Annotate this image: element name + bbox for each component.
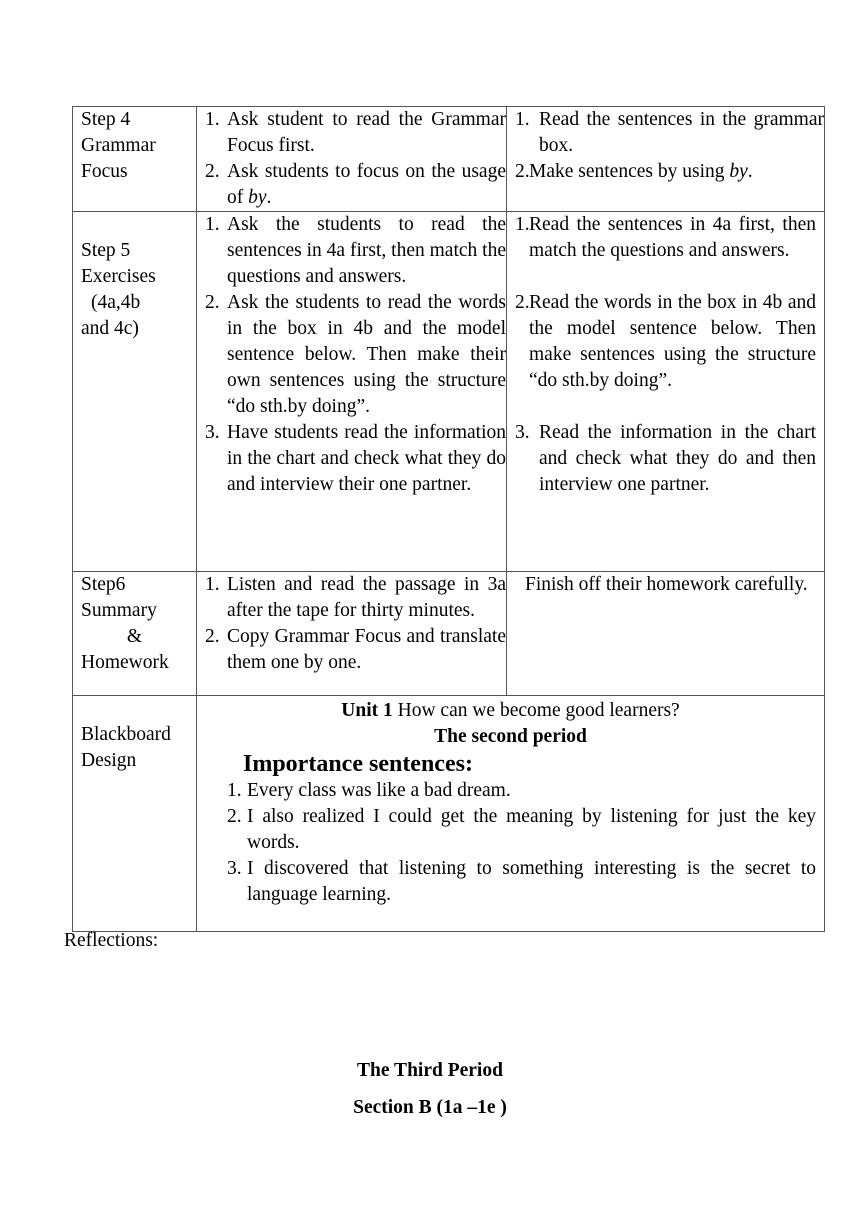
- step-label-cell: [73, 107, 197, 212]
- list-item: 1. Every class was like a bad dream.: [227, 780, 511, 801]
- step-label-line: and 4c): [81, 318, 139, 339]
- blackboard-subtitle: The second period: [434, 726, 587, 747]
- step-label-line: Summary: [81, 600, 157, 621]
- teacher-activity-list: [197, 212, 506, 498]
- table-row-step5: [73, 212, 825, 572]
- step-label-line: Exercises: [81, 266, 156, 287]
- student-activity-cell: [507, 212, 825, 572]
- homework-text: Finish off their homework carefully.: [525, 574, 808, 595]
- teacher-activity-cell: [197, 212, 507, 572]
- teacher-activity-list: [197, 107, 506, 211]
- list-item: 2. Make sentences by using by.: [515, 161, 753, 182]
- step-label-cell: [73, 212, 197, 572]
- period-title: The Third Period: [357, 1060, 503, 1081]
- student-activity-cell: [507, 107, 825, 212]
- table-row-blackboard: [73, 696, 825, 932]
- list-item: 2. I also realized I could get the meaning by listening for just the key words.: [227, 806, 816, 853]
- list-item: 1. Ask the students to read the sentences in 4a first, then match the questions and answers.: [205, 214, 506, 287]
- step-label-line: (4a,4b: [91, 292, 141, 313]
- step-label-line: Step 4: [81, 109, 131, 130]
- section-title: Section B (1a –1e ): [353, 1097, 507, 1118]
- list-item: 2. Ask students to focus on the usage of by.: [205, 161, 506, 208]
- list-item: 3. Have students read the information in the chart and check what they do and interview their one partner.: [205, 422, 506, 495]
- list-item: 1. Read the sentences in the grammar box.: [515, 109, 824, 156]
- table-row-step6: [73, 572, 825, 696]
- blackboard-unit-title: Unit 1 How can we become good learners?: [341, 700, 680, 721]
- step-label-cell: [73, 696, 197, 932]
- step-label-line: Step6: [81, 574, 126, 595]
- teacher-activity-cell: [197, 572, 507, 696]
- list-item: 3. Read the information in the chart and check what they do and then interview one partner.: [515, 422, 816, 495]
- blackboard-design-cell: [197, 696, 825, 932]
- list-item: 1. Read the sentences in 4a first, then match the questions and answers.: [515, 214, 816, 261]
- reflections-label: Reflections:: [64, 930, 159, 951]
- step-label-line: Focus: [81, 161, 128, 182]
- lesson-plan-table: [72, 106, 825, 932]
- step-label-line: Design: [81, 750, 137, 771]
- student-activity-list: [507, 212, 824, 498]
- step-label-line: &: [126, 626, 143, 647]
- step-label-line: Blackboard: [81, 724, 171, 745]
- list-item: 2. Ask the students to read the words in the box in 4b and the model sentence below. Then make their own sentences using the structure “do sth.by doing”.: [205, 292, 506, 417]
- list-item: 1. Listen and read the passage in 3a after the tape for thirty minutes.: [205, 574, 506, 621]
- list-item: 2. Copy Grammar Focus and translate them one by one.: [205, 626, 506, 673]
- student-activity-cell: [507, 572, 825, 696]
- teacher-activity-cell: [197, 107, 507, 212]
- table-row-step4: [73, 107, 825, 212]
- step-label-line: Grammar: [81, 135, 156, 156]
- step-label-line: Step 5: [81, 240, 131, 261]
- student-activity-list: [507, 107, 824, 185]
- blackboard-sentence-list: [197, 778, 824, 908]
- list-item: 1. Ask student to read the Grammar Focus first.: [205, 109, 506, 156]
- blackboard-heading: Importance sentences:: [243, 751, 473, 777]
- step-label-line: Homework: [81, 652, 169, 673]
- step-label-cell: [73, 572, 197, 696]
- list-item: 3. I discovered that listening to something interesting is the secret to language learning.: [227, 858, 816, 905]
- list-item: 2. Read the words in the box in 4b and the model sentence below. Then make sentences using the structure “do sth.by doing”.: [515, 292, 816, 391]
- teacher-activity-list: [197, 572, 506, 676]
